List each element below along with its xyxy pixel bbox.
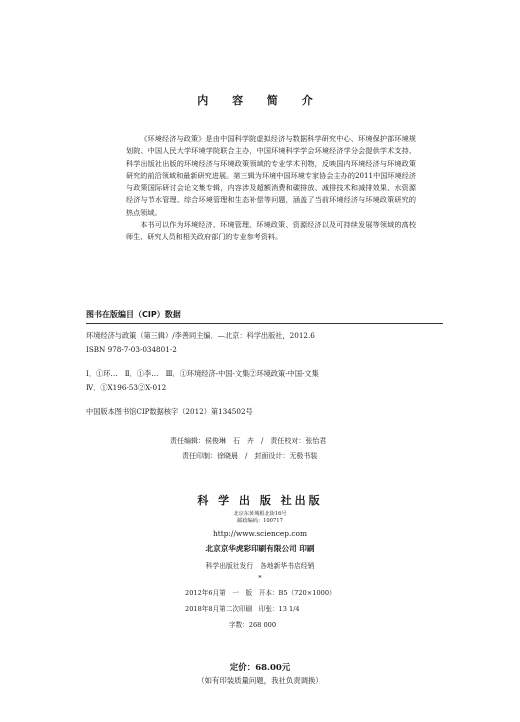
quality-notice: （如有印装质量问题，我社负责调换）: [197, 676, 323, 685]
cip-divider: [86, 323, 443, 324]
publisher-name: 科 学 出 版 社出版: [197, 494, 323, 507]
cip-core-data: 中国版本图书馆CIP数据核字（2012）第134502号: [86, 407, 253, 416]
reprint-info: 2018年8月第二次印刷 印张：13 1/4: [185, 605, 300, 613]
price: 定价：68.00元: [229, 663, 291, 673]
separator-star: *: [258, 574, 262, 582]
intro-paragraph-1: 《环境经济与政策》是由中国科学院虚拟经济与数据科学研究中心、环境保护部环境规划院、中国人民大学环境学院联合主办，中国环境科学学会环境经济学分会提供学术支持、科学出版社出版的环境经济与环境政策领域的专业学术刊物，反映国内环境经济与环境政策研究的前沿领域和最新研究进展。第三辑为环境中国环境专家协会主办的2011中国环境经济与政策国际研讨会论文集专辑，内容涉及超额消费和碳排放、减排技术和减排效果、水资源经济与节水管理、综合环境管理和生态补偿等问题，涵盖了当前环境经济与环境政策研究的热点领域。: [126, 134, 416, 217]
printer: 北京京华虎彩印刷有限公司 印刷: [205, 544, 315, 553]
production-line: 责任印制：徐晓晨 / 封面设计：无极书装: [182, 452, 318, 460]
cip-title-line: 环境经济与政策（第三辑）/李善同主编．—北京：科学出版社，2012.6: [86, 331, 315, 340]
cip-classification-1: Ⅰ．①环… Ⅱ．①李… Ⅲ．①环境经济-中国-文集②环境政策-中国-文集: [86, 369, 319, 378]
publisher-postcode: 邮政编码：100717: [237, 518, 283, 524]
publisher-url: http://www.sciencep.com: [213, 529, 307, 538]
publisher-address: 北京东黄城根北街16号: [233, 511, 287, 517]
intro-text: [126, 133, 416, 243]
cip-classification-2: Ⅳ．①X196-53②X-012: [86, 383, 167, 392]
distribution: 科学出版社发行 各地新华书店经销: [205, 562, 315, 570]
cip-heading: 图书在版编目（CIP）数据: [86, 310, 181, 319]
cip-isbn: ISBN 978-7-03-034801-2: [86, 345, 177, 354]
word-count: 字数：268 000: [229, 621, 277, 629]
edition-info: 2012年6月第 一 版 开本：B5（720×1000）: [185, 589, 336, 597]
section-title: 内 容 简 介: [197, 94, 323, 107]
intro-paragraph-2: 本书可以作为环境经济、环境管理、环境政策、资源经济以及可持续发展等领域的高校师生、研究人员和相关政府部门的专业参考资料。: [126, 219, 416, 241]
editors-line: 责任编辑：侯俊琳 石 卉 / 责任校对：张怡君: [170, 437, 327, 445]
